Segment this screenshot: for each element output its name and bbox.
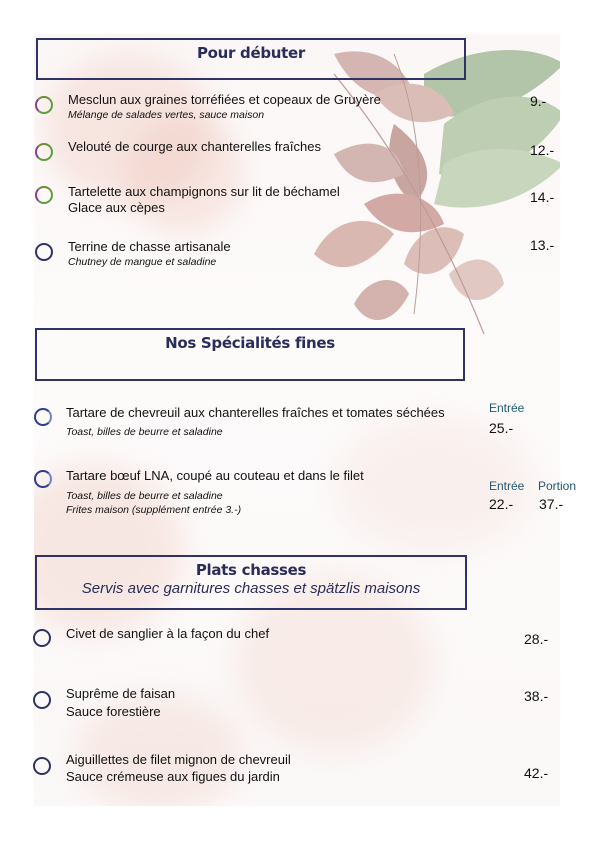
item-price: 14.- bbox=[530, 189, 555, 205]
item-price: 42.- bbox=[524, 765, 549, 781]
item-price: 28.- bbox=[524, 631, 549, 647]
section-title: Pour débuter bbox=[196, 44, 306, 62]
item-price: 12.- bbox=[530, 142, 555, 158]
item-name-line2: Glace aux cèpes bbox=[68, 200, 165, 215]
item-price-entree: 25.- bbox=[489, 420, 514, 436]
item-price-entree: 22.- bbox=[489, 496, 514, 512]
item-name: Tartelette aux champignons sur lit de béchamel bbox=[68, 184, 340, 199]
price-label-entree: Entrée bbox=[489, 479, 525, 493]
item-name: Suprême de faisan bbox=[66, 686, 176, 701]
item-name: Velouté de courge aux chanterelles fraîches bbox=[68, 139, 321, 154]
price-label-portion: Portion bbox=[538, 479, 577, 493]
item-description: Mélange de salades vertes, sauce maison bbox=[68, 109, 265, 121]
item-description-line2: Frites maison (supplément entrée 3.-) bbox=[66, 504, 242, 516]
bullet-ring-icon bbox=[33, 629, 51, 647]
section-title: Plats chasses bbox=[195, 561, 307, 579]
section-header-specialties bbox=[35, 328, 465, 381]
bullet-ring-icon bbox=[33, 691, 51, 709]
price-label-entree: Entrée bbox=[489, 401, 525, 415]
item-price-portion: 37.- bbox=[539, 496, 564, 512]
item-name-line2: Sauce forestière bbox=[66, 704, 161, 719]
section-subtitle: Servis avec garnitures chasses et spätzlis maisons bbox=[81, 580, 421, 597]
item-name: Terrine de chasse artisanale bbox=[68, 239, 231, 254]
bullet-ring-icon bbox=[33, 757, 51, 775]
item-description: Toast, billes de beurre et saladine bbox=[66, 490, 223, 502]
item-price: 38.- bbox=[524, 688, 549, 704]
item-name-line2: Sauce crémeuse aux figues du jardin bbox=[66, 769, 280, 784]
bullet-ring-icon bbox=[34, 470, 52, 488]
item-description: Toast, billes de beurre et saladine bbox=[66, 426, 223, 438]
bullet-ring-icon bbox=[34, 408, 52, 426]
section-header-game bbox=[35, 555, 467, 610]
bullet-ring-icon bbox=[35, 243, 53, 261]
item-name: Mesclun aux graines torréfiées et copeaux de Gruyère bbox=[68, 92, 381, 107]
item-name: Aiguillettes de filet mignon de chevreuil bbox=[66, 752, 291, 767]
item-name: Tartare bœuf LNA, coupé au couteau et dans le filet bbox=[66, 468, 364, 483]
item-price: 9.- bbox=[530, 93, 547, 109]
bullet-ring-icon bbox=[35, 186, 53, 204]
item-name: Tartare de chevreuil aux chanterelles fraîches et tomates séchées bbox=[66, 405, 445, 420]
bullet-ring-icon bbox=[35, 143, 53, 161]
bullet-ring-icon bbox=[35, 96, 53, 114]
section-header-starters bbox=[36, 38, 466, 80]
item-name: Civet de sanglier à la façon du chef bbox=[66, 626, 270, 641]
item-description: Chutney de mangue et saladine bbox=[68, 256, 217, 268]
item-price: 13.- bbox=[530, 237, 555, 253]
section-title: Nos Spécialités fines bbox=[165, 334, 335, 352]
